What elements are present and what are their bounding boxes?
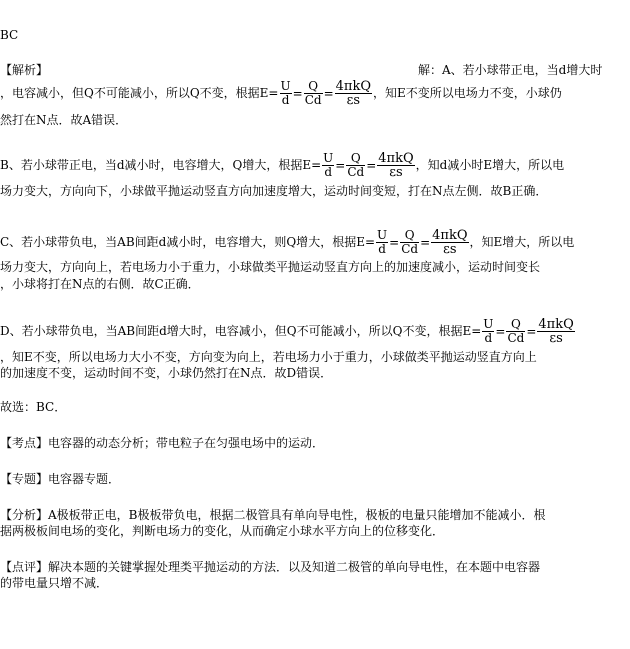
formula-u-over-d: $\frac{U}{d}$ — [323, 151, 334, 179]
formula-u-over-d: $\frac{U}{d}$ — [483, 317, 494, 345]
zhuanti-text: 【专题】电容器专题． — [0, 472, 121, 486]
formula-4pikq-over-es: $\frac{\text{4πkQ}}{\varepsilon s}$ — [538, 317, 574, 346]
formula-4pikq-over-es: $\frac{\text{4πkQ}}{\varepsilon s}$ — [335, 79, 371, 108]
dianping-line-2: 的带电量只增不减． — [0, 576, 109, 590]
formula-q-over-cd: $\frac{Q}{Cd}$ — [347, 151, 365, 179]
conclusion-text: 故选：BC． — [0, 400, 67, 414]
option-b-line-1: B、若小球带正电，当d减小时，电容增大，Q增大，根据E= $\frac{U}{d}$ = $\frac{Q}{Cd}$ = $\frac{\text{4πkQ}}{\varepsilon s}$ ，知d减小时E增大，所以电 — [0, 151, 565, 180]
option-d-line-3: 的加速度不变，运动时间不变，小球仍然打在N点．故D错误． — [0, 366, 333, 380]
option-a-intro: 解：A、若小球带正电，当d增大时 — [418, 63, 603, 77]
formula-u-over-d: $\frac{U}{d}$ — [280, 79, 291, 107]
option-a-line-3: 然打在N点．故A错误． — [0, 113, 128, 127]
option-d-line-2: ，知E不变，所以电场力大小不变，方向变为向上，若电场力小于重力，小球做类平抛运动竖直方向上 — [0, 350, 537, 364]
option-c-line-2: 场力变大，方向向上，若电场力小于重力，小球做类平抛运动竖直方向上的加速度减小，运动时间变长 — [0, 260, 541, 274]
kaodian-text: 【考点】电容器的动态分析；带电粒子在匀强电场中的运动． — [0, 436, 325, 450]
formula-q-over-cd: $\frac{Q}{Cd}$ — [507, 317, 525, 345]
answer-text: BC — [0, 28, 19, 42]
formula-u-over-d: $\frac{U}{d}$ — [377, 228, 388, 256]
formula-q-over-cd: $\frac{Q}{Cd}$ — [401, 228, 419, 256]
option-d-line-1: D、若小球带负电，当AB间距d增大时，电容减小，但Q不可能减小，所以Q不变，根据E= $\frac{U}{d}$ = $\frac{Q}{Cd}$ = $\frac{\text{4πkQ}}{\varepsilon s}$ — [0, 317, 574, 346]
formula-4pikq-over-es: $\frac{\text{4πkQ}}{\varepsilon s}$ — [378, 151, 414, 180]
option-b-line-2: 场力变大，方向向下，小球做平抛运动竖直方向加速度增大，运动时间变短，打在N点左侧．故B正确． — [0, 184, 548, 198]
dianping-line-1: 【点评】解决本题的关键掌握处理类平抛运动的方法．以及知道二极管的单向导电性，在本题中电容器 — [0, 560, 541, 574]
fenxi-line-2: 据两极板间电场的变化，判断电场力的变化，从而确定小球水平方向上的位移变化． — [0, 524, 445, 538]
formula-q-over-cd: $\frac{Q}{Cd}$ — [304, 79, 322, 107]
fenxi-line-1: 【分析】A极板带正电，B极板带负电，根据二极管具有单向导电性，极板的电量只能增加不能减小．根 — [0, 508, 546, 522]
analysis-label: 【解析】 — [0, 63, 49, 77]
option-c-line-3: ，小球将打在N点的右侧．故C正确． — [0, 277, 200, 291]
option-a-text-2a: ，电容减小，但Q不可能减小，所以Q不变，根据E= — [0, 86, 279, 100]
formula-4pikq-over-es: $\frac{\text{4πkQ}}{\varepsilon s}$ — [432, 228, 468, 257]
option-a-line-2: ，电容减小，但Q不可能减小，所以Q不变，根据E= $\frac{U}{d}$ = $\frac{Q}{Cd}$ = $\frac{\text{4πkQ}}{\varepsilon s}$ ，知E不变所以电场力不变，小球仍 — [0, 79, 562, 108]
option-a-text-2b: ，知E不变所以电场力不变，小球仍 — [372, 86, 562, 100]
option-c-line-1: C、若小球带负电，当AB间距d减小时，电容增大，则Q增大，根据E= $\frac{U}{d}$ = $\frac{Q}{Cd}$ = $\frac{\text{4πkQ}}{\varepsilon s}$ ，知E增大，所以电 — [0, 228, 575, 257]
